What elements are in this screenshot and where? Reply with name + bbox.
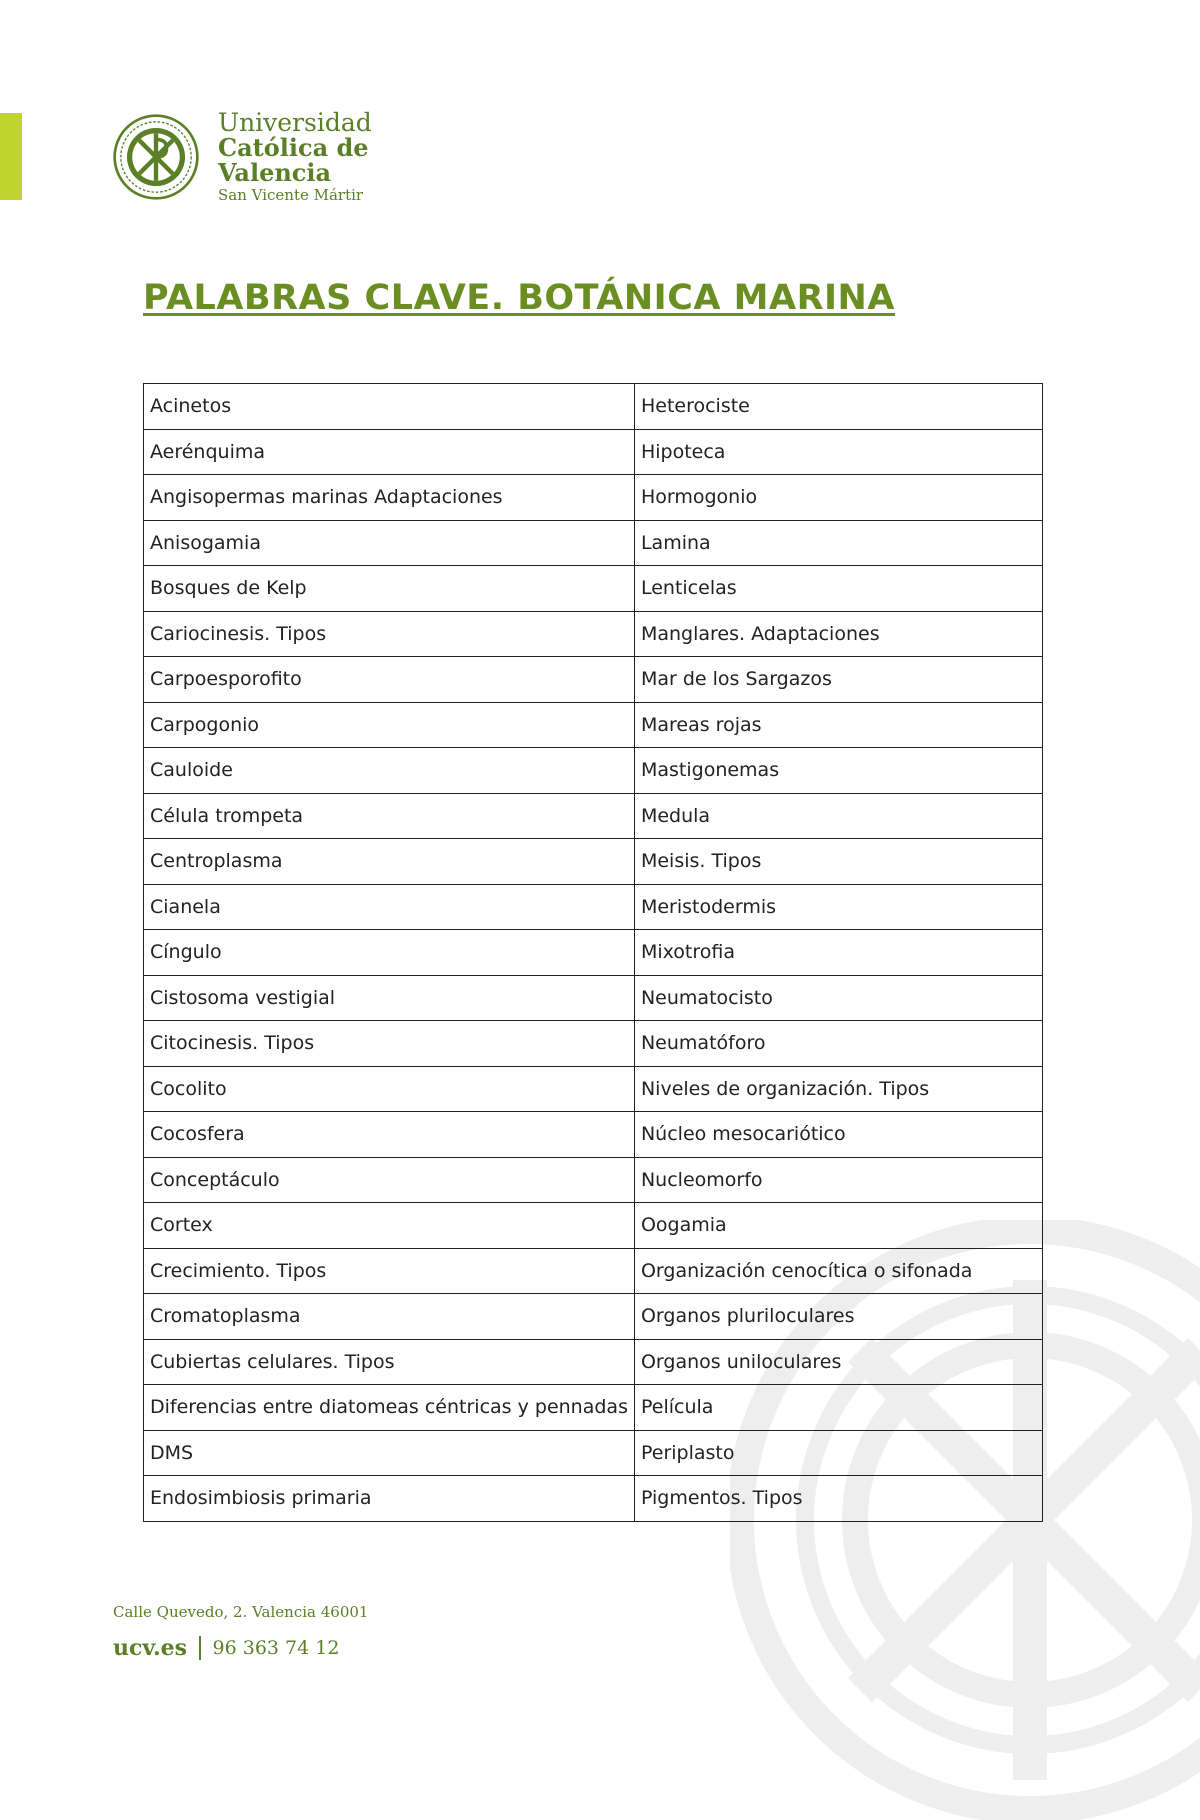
- table-row: [144, 1248, 1043, 1294]
- keyword-cell-left: Cianela: [144, 884, 635, 930]
- table-row: [144, 930, 1043, 976]
- keyword-cell-right: Mastigonemas: [634, 748, 1042, 794]
- keyword-cell-left: Carpogonio: [144, 702, 635, 748]
- logo-line-san-vicente: San Vicente Mártir: [218, 186, 364, 204]
- table-row: [144, 1476, 1043, 1522]
- table-row: [144, 1066, 1043, 1112]
- keyword-cell-right: Heterociste: [634, 384, 1042, 430]
- table-row: [144, 839, 1043, 885]
- table-row: [144, 793, 1043, 839]
- keyword-cell-right: Hormogonio: [634, 475, 1042, 521]
- keyword-cell-right: Neumatocisto: [634, 975, 1042, 1021]
- table-row: [144, 384, 1043, 430]
- keyword-cell-right: Lamina: [634, 520, 1042, 566]
- logo-line-universidad: Universidad: [218, 108, 372, 137]
- keyword-cell-left: Acinetos: [144, 384, 635, 430]
- keyword-cell-left: Cistosoma vestigial: [144, 975, 635, 1021]
- keyword-cell-right: Mar de los Sargazos: [634, 657, 1042, 703]
- table-row: [144, 1294, 1043, 1340]
- keyword-cell-right: Organos uniloculares: [634, 1339, 1042, 1385]
- table-row: [144, 1021, 1043, 1067]
- keyword-cell-left: Cariocinesis. Tipos: [144, 611, 635, 657]
- keyword-cell-right: Lenticelas: [634, 566, 1042, 612]
- table-row: [144, 1157, 1043, 1203]
- table-row: [144, 566, 1043, 612]
- footer: [113, 1603, 368, 1661]
- keyword-cell-left: Citocinesis. Tipos: [144, 1021, 635, 1067]
- keyword-cell-right: Neumatóforo: [634, 1021, 1042, 1067]
- logo-line-valencia: Valencia: [218, 158, 332, 187]
- keyword-cell-left: Cubiertas celulares. Tipos: [144, 1339, 635, 1385]
- accent-bar: [0, 113, 22, 200]
- keyword-cell-right: Meisis. Tipos: [634, 839, 1042, 885]
- keyword-cell-left: Anisogamia: [144, 520, 635, 566]
- footer-website-link[interactable]: ucv.es: [113, 1635, 188, 1661]
- keyword-cell-left: Bosques de Kelp: [144, 566, 635, 612]
- keyword-cell-right: Meristodermis: [634, 884, 1042, 930]
- keywords-table-body: [144, 384, 1043, 1522]
- keyword-cell-left: Carpoesporofito: [144, 657, 635, 703]
- keyword-cell-left: Célula trompeta: [144, 793, 635, 839]
- keyword-cell-right: Oogamia: [634, 1203, 1042, 1249]
- keyword-cell-left: Cíngulo: [144, 930, 635, 976]
- keyword-cell-right: Mareas rojas: [634, 702, 1042, 748]
- table-row: [144, 1430, 1043, 1476]
- table-row: [144, 520, 1043, 566]
- keyword-cell-right: Organización cenocítica o sifonada: [634, 1248, 1042, 1294]
- keyword-cell-right: Película: [634, 1385, 1042, 1431]
- table-row: [144, 702, 1043, 748]
- university-seal-icon: [112, 113, 200, 201]
- university-name: [218, 110, 372, 203]
- footer-contact: [113, 1635, 368, 1661]
- table-row: [144, 1112, 1043, 1158]
- keyword-cell-right: Hipoteca: [634, 429, 1042, 475]
- keyword-cell-right: Nucleomorfo: [634, 1157, 1042, 1203]
- keyword-cell-left: Cauloide: [144, 748, 635, 794]
- keyword-cell-left: DMS: [144, 1430, 635, 1476]
- keyword-cell-right: Mixotrofia: [634, 930, 1042, 976]
- keyword-cell-left: Crecimiento. Tipos: [144, 1248, 635, 1294]
- table-row: [144, 1339, 1043, 1385]
- logo-line-catolica: Católica de: [218, 133, 369, 162]
- keyword-cell-right: Periplasto: [634, 1430, 1042, 1476]
- keyword-cell-right: Núcleo mesocariótico: [634, 1112, 1042, 1158]
- keyword-cell-left: Endosimbiosis primaria: [144, 1476, 635, 1522]
- keyword-cell-left: Cromatoplasma: [144, 1294, 635, 1340]
- table-row: [144, 657, 1043, 703]
- table-row: [144, 429, 1043, 475]
- table-row: [144, 1385, 1043, 1431]
- footer-divider: [199, 1636, 201, 1660]
- keyword-cell-right: Niveles de organización. Tipos: [634, 1066, 1042, 1112]
- table-row: [144, 611, 1043, 657]
- keyword-cell-right: Pigmentos. Tipos: [634, 1476, 1042, 1522]
- page-title: PALABRAS CLAVE. BOTÁNICA MARINA: [143, 278, 895, 318]
- keywords-table: [143, 383, 1043, 1522]
- table-row: [144, 975, 1043, 1021]
- footer-phone: 96 363 74 12: [212, 1637, 340, 1659]
- keyword-cell-left: Diferencias entre diatomeas céntricas y pennadas: [144, 1385, 635, 1431]
- keyword-cell-left: Angisopermas marinas Adaptaciones: [144, 475, 635, 521]
- keyword-cell-left: Cocolito: [144, 1066, 635, 1112]
- keyword-cell-right: Medula: [634, 793, 1042, 839]
- keyword-cell-left: Aerénquima: [144, 429, 635, 475]
- keyword-cell-left: Cortex: [144, 1203, 635, 1249]
- footer-address: Calle Quevedo, 2. Valencia 46001: [113, 1603, 369, 1621]
- table-row: [144, 475, 1043, 521]
- keyword-cell-right: Manglares. Adaptaciones: [634, 611, 1042, 657]
- keyword-cell-right: Organos pluriloculares: [634, 1294, 1042, 1340]
- table-row: [144, 884, 1043, 930]
- keyword-cell-left: Centroplasma: [144, 839, 635, 885]
- keyword-cell-left: Conceptáculo: [144, 1157, 635, 1203]
- keyword-cell-left: Cocosfera: [144, 1112, 635, 1158]
- table-row: [144, 1203, 1043, 1249]
- table-row: [144, 748, 1043, 794]
- university-logo: [112, 110, 372, 203]
